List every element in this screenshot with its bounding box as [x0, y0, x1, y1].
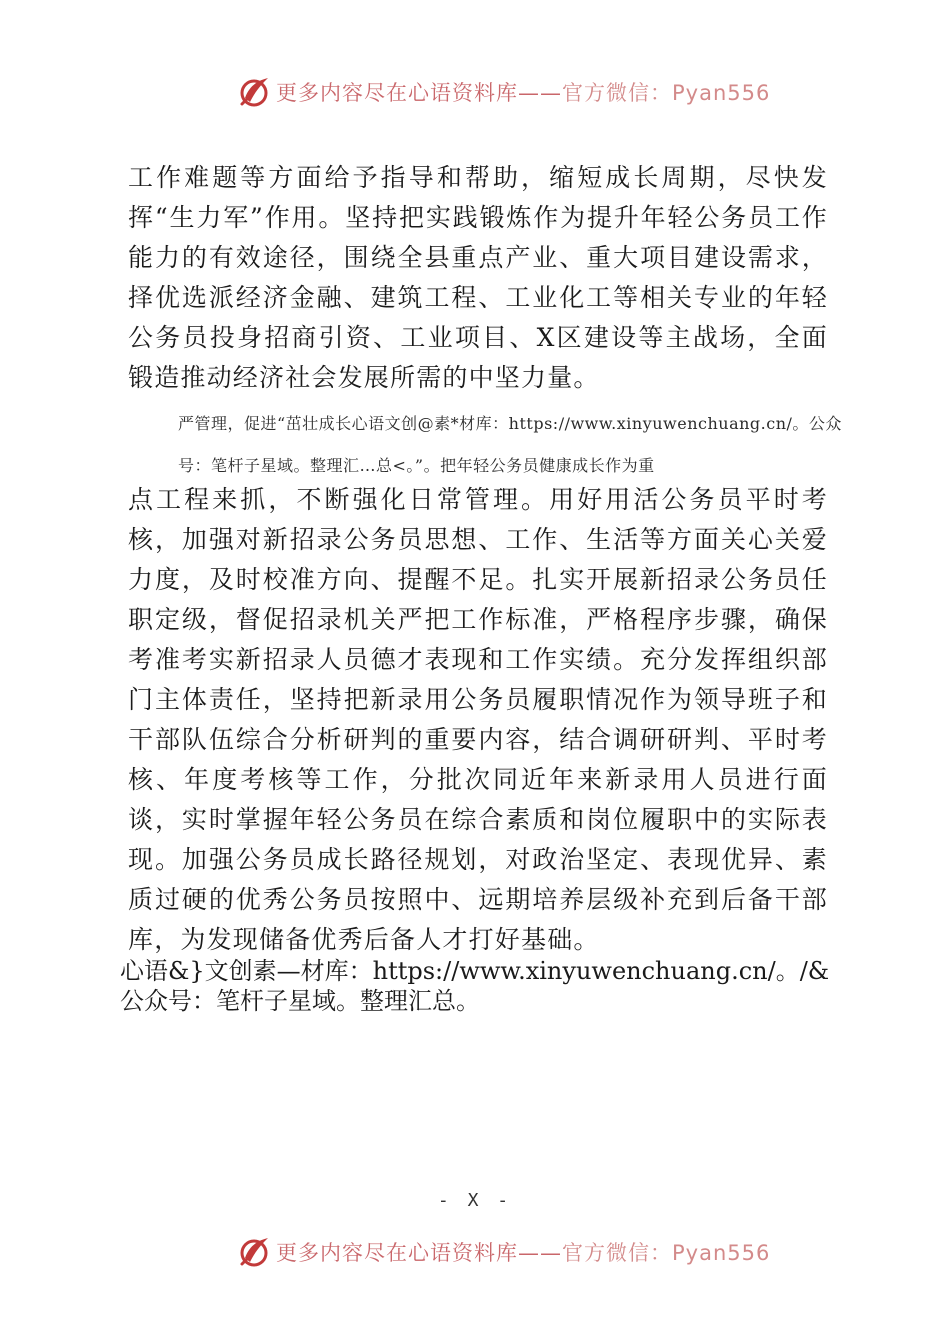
banner-dash: ——: [518, 1241, 562, 1265]
note-line-2: 号：笔杆子星域。整理汇…总<。”。把年轻公务员健康成长作为重: [178, 456, 655, 475]
banner-text: [276, 77, 770, 107]
watermark-note: [178, 403, 858, 487]
note-line-1: 严管理，促进“茁壮成长心语文创@素*材库：https://www.xinyuwenchuang.cn/。公众: [178, 414, 842, 433]
banner-wechat-id: Pyan556: [672, 1241, 771, 1265]
banner-main-text: 更多内容尽在心语资料库: [276, 81, 518, 105]
body-paragraph-1: 工作难题等方面给予指导和帮助，缩短成长周期，尽快发挥“生力军”作用。坚持把实践锻炼作为提升年轻公务员工作能力的有效途径，围绕全县重点产业、重大项目建设需求，择优选派经济金融、建筑工程、工业化工等相关专业的年轻公务员投身招商引资、工业项目、X区建设等主战场，全面锻造推动经济社会发展所需的中坚力量。: [128, 163, 828, 392]
banner-dash: ——: [518, 81, 562, 105]
banner-wechat-label: 官方微信：: [562, 1241, 672, 1265]
footer-banner: [236, 1230, 771, 1274]
banner-main-text: 更多内容尽在心语资料库: [276, 1241, 518, 1265]
brush-seal-logo-icon: [236, 74, 272, 110]
body-paragraph-2: 点工程来抓，不断强化日常管理。用好用活公务员平时考核，加强对新招录公务员思想、工作、生活等方面关心关爱力度，及时校准方向、提醒不足。扎实开展新招录公务员任职定级，督促招录机关严把工作标准，严格程序步骤，确保考准考实新招录人员德才表现和工作实绩。充分发挥组织部门主体责任，坚持把新录用公务员履职情况作为领导班子和干部队伍综合分析研判的重要内容，结合调研研判、平时考核、年度考核等工作，分批次同近年来新录用人员进行面谈，实时掌握年轻公务员在综合素质和岗位履职中的实际表现。加强公务员成长路径规划，对政治坚定、表现优异、素质过硬的优秀公务员按照中、远期培养层级补充到后备干部库，为发现储备优秀后备人才打好基础。: [128, 485, 828, 954]
banner-wechat-id: Pyan556: [672, 81, 771, 105]
banner-text: [276, 1237, 770, 1267]
banner-wechat-label: 官方微信：: [562, 81, 672, 105]
page-number: - X -: [437, 1190, 513, 1211]
brush-seal-logo-icon: [236, 1234, 272, 1270]
source-footnote: 心语&}文创素—材库：https://www.xinyuwenchuang.cn/。/&公众号：笔杆子星域。整理汇总。: [120, 957, 830, 1015]
header-banner: [236, 70, 771, 114]
